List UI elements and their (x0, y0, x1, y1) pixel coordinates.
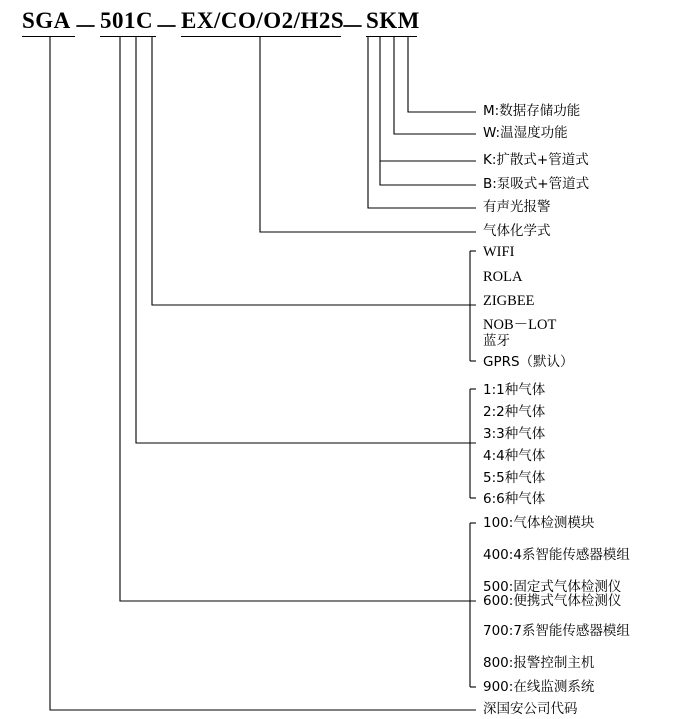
label-w-temp-humidity: W:温湿度功能 (483, 125, 568, 141)
code-dash-1: － (74, 14, 98, 39)
underline-skm (366, 36, 417, 37)
label-zigbee: ZIGBEE (483, 293, 535, 309)
label-m-storage: M:数据存储功能 (483, 103, 581, 119)
code-dash-3: － (341, 14, 365, 39)
label-gas-count-2: 2:2种气体 (483, 404, 546, 420)
label-series-600: 600:便携式气体检测仪 (483, 593, 622, 609)
label-series-100: 100:气体检测模块 (483, 515, 595, 531)
label-gas-count-4: 4:4种气体 (483, 448, 546, 464)
label-series-700: 700:7系智能传感器模组 (483, 623, 630, 639)
code-dash-2: － (155, 14, 179, 39)
label-gas-count-3: 3:3种气体 (483, 426, 546, 442)
label-gas-count-1: 1:1种气体 (483, 382, 546, 398)
code-part-gas: EX/CO/O2/H2S (181, 8, 345, 33)
label-b-pump-pipeline: B:泵吸式+管道式 (483, 176, 590, 192)
label-k-diffusion-pipeline: K:扩散式+管道式 (483, 152, 589, 168)
label-company-code: 深国安公司代码 (483, 701, 578, 717)
label-series-400: 400:4系智能传感器模组 (483, 547, 630, 563)
label-wifi: WIFI (483, 244, 515, 260)
label-rola: ROLA (483, 269, 523, 285)
label-gas-count-5: 5:5种气体 (483, 470, 546, 486)
code-part-sga: SGA (22, 8, 71, 33)
label-nob-lot: NOB－LOT (483, 317, 557, 333)
underline-gas (181, 36, 341, 37)
label-series-800: 800:报警控制主机 (483, 655, 595, 671)
label-bluetooth: 蓝牙 (483, 333, 510, 349)
label-series-500: 500:固定式气体检测仪 (483, 579, 622, 595)
label-gas-count-6: 6:6种气体 (483, 491, 546, 507)
underline-501c (100, 36, 156, 37)
code-part-501c: 501C (100, 8, 154, 33)
code-part-skm: SKM (366, 8, 420, 33)
underline-sga (22, 36, 75, 37)
label-gas-chemical-formula: 气体化学式 (483, 223, 551, 239)
label-series-900: 900:在线监测系统 (483, 679, 595, 695)
label-gprs-default: GPRS（默认） (483, 354, 574, 370)
label-audible-visual-alarm: 有声光报警 (483, 199, 551, 215)
